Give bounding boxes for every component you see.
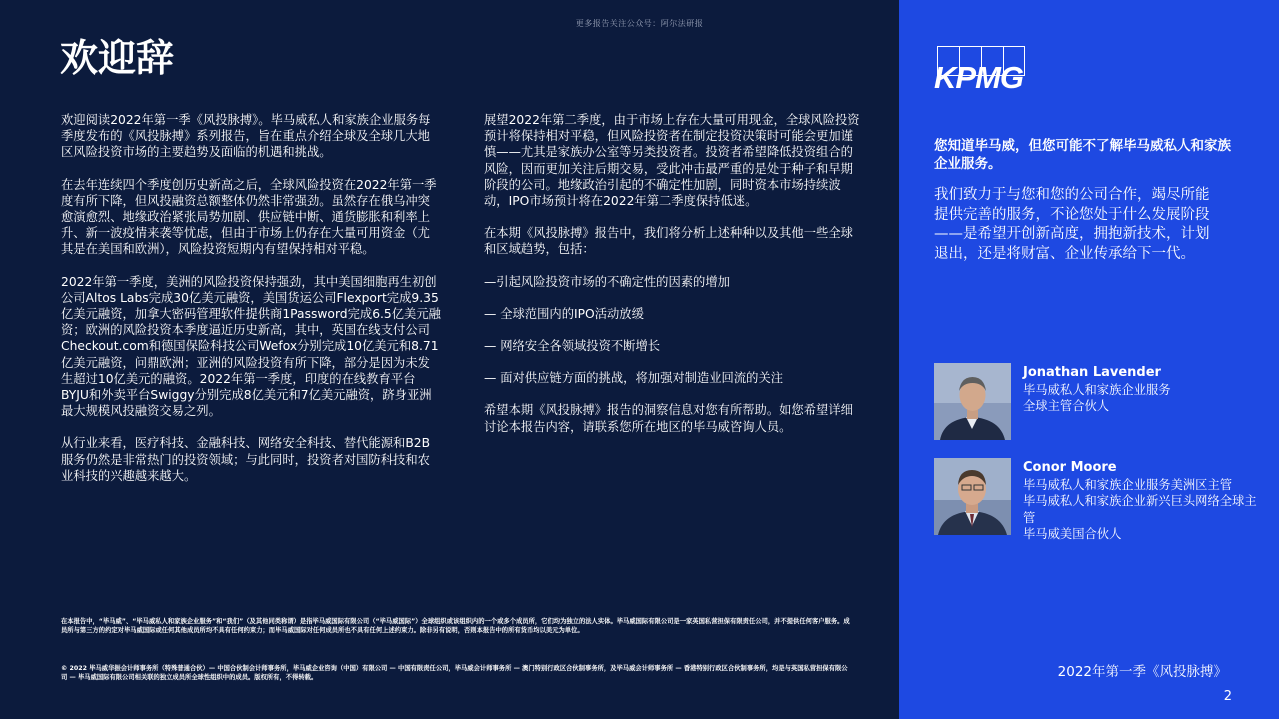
contact-title: 全球主管合伙人 <box>1023 399 1110 413</box>
trend-bullet: — 面对供应链方面的挑战，将加强对制造业回流的关注 <box>484 371 784 386</box>
kpmg-logo-text: KPMG <box>934 60 1023 95</box>
outlook-paragraph: 展望2022年第二季度，由于市场上存在大量可用现金，全球风险投资预计将保持相对平稳，但风险投资者在制定投资决策时可能会更加谨慎——尤其是家族办公室等另类投资者。投资者希望降低投资组合的风险，因而更加关注后期交易，受此冲击最严重的是处于种子和早期阶段的公司。地缘政治引起的不确定性加剧，同时资本市场持续波动，IPO市场预计将在2022年第二季度保持低迷。 <box>484 113 860 209</box>
contact-title: 毕马威美国合伙人 <box>1023 527 1122 541</box>
contact-info <box>1023 365 1263 415</box>
trend-bullet: — 网络安全各领域投资不断增长 <box>484 339 661 354</box>
regional-deals-paragraph: 2022年第一季度，美洲的风险投资保持强劲，其中美国细胞再生初创公司Altos Labs完成30亿美元融资，美国货运公司Flexport完成9.35亿美元融资，加拿大密码管理软件提供商1Password完成6.5亿美元融资；欧洲的风险投资本季度逼近历史新高，其中，英国在线支付公司Checkout.com和德国保险科技公司Wefox分别完成10亿美元和8.71亿美元融资，问鼎欧洲；亚洲的风险投资有所下降，部分是因为未发生超过10亿美元的融资。2022年第一季度，印度的在线教育平台BYJU和外卖平台Swiggy分别完成8亿美元和7亿美元融资，跻身亚洲最大规模风投融资交易之列。 <box>61 274 441 419</box>
avatar <box>934 363 1011 440</box>
contact-name: Conor Moore <box>1023 460 1117 475</box>
sidebar-heading: 您知道毕马威，但您可能不了解毕马威私人和家族企业服务。 <box>934 138 1231 172</box>
contact-title: 毕马威私人和家族企业服务美洲区主管 <box>1023 477 1233 492</box>
kpmg-logo <box>934 46 1044 94</box>
contact-title: 毕马威私人和家族企业服务 <box>1023 382 1171 397</box>
sidebar-body: 我们致力于与您和您的公司合作，竭尽所能提供完善的服务，不论您处于什么发展阶段——是希望开创新高度，拥抱新技术，计划退出，还是将财富、企业传承给下一代。 <box>934 187 1210 262</box>
sidebar <box>899 0 1279 719</box>
contact-info <box>1023 460 1263 543</box>
top-note: 更多报告关注公众号：阿尔法研报 <box>575 19 704 28</box>
page-title: 欢迎辞 <box>60 36 175 80</box>
trends-intro-paragraph: 在本期《风投脉搏》报告中，我们将分析上述种种以及其他一些全球和区域趋势，包括： <box>484 226 853 257</box>
contact-name: Jonathan Lavender <box>1023 365 1161 380</box>
contact-title: 毕马威私人和家族企业新兴巨头网络全球主管 <box>1023 494 1257 525</box>
intro-paragraph: 欢迎阅读2022年第一季《风投脉搏》。毕马威私人和家族企业服务每季度发布的《风投脉搏》系列报告，旨在重点介绍全球及全球几大地区风险投资市场的主要趋势及面临的机遇和挑战。 <box>61 113 431 160</box>
report-footer-title: 2022年第一季《风投脉搏》 <box>1057 664 1227 680</box>
copyright-footnote: © 2022 毕马威华振会计师事务所（特殊普通合伙）— 中国合伙制会计师事务所，毕马威企业咨询（中国）有限公司 — 中国有限责任公司，毕马威会计师事务所 — 澳门特别行政区合伙制事务所，及毕马威会计师事务所 — 香港特别行政区合伙制事务所，均是与英国私营担保有限公司 — 毕马威国际有限公司相关联的独立成员所全球性组织中的成员。版权所有，不得转载。 <box>61 665 848 681</box>
avatar <box>934 458 1011 535</box>
page-number: 2 <box>1223 689 1232 704</box>
left-column <box>61 112 441 500</box>
definition-footnote: 在本报告中，“毕马威”、“毕马威私人和家族企业服务”和“我们”（及其他同类称谓）是指毕马威国际有限公司（“毕马威国际”）全球组织或该组织内的一个或多个成员所，它们均为独立的法人实体。毕马威国际有限公司是一家英国私营担保有限责任公司，并不提供任何客户服务。成员所与第三方的约定对毕马威国际或任何其他成员所均不具有任何约束力；而毕马威国际对任何成员所也不具有任何上述约束力。除非另有说明，否则本报告中的所有货币均以美元为单位。 <box>61 618 850 634</box>
sector-paragraph: 从行业来看，医疗科技、金融科技、网络安全科技、替代能源和B2B服务仍然是非常热门的投资领域；与此同时，投资者对国防科技和农业科技的兴趣越来越大。 <box>61 436 431 483</box>
global-decline-paragraph: 在去年连续四个季度创历史新高之后，全球风险投资在2022年第一季度有所下降，但风投融资总额整体仍然非常强劲。虽然存在俄乌冲突愈演愈烈、地缘政治紧张局势加剧、供应链中断、通货膨胀和利率上升、新一波疫情来袭等忧虑，但由于市场上仍存在大量可用资金（尤其是在美国和欧洲），风险投资短期内有望保持相对平稳。 <box>61 177 437 257</box>
right-column <box>484 112 862 451</box>
trend-bullet: —引起风险投资市场的不确定性的因素的增加 <box>484 274 730 289</box>
trend-bullet: — 全球范围内的IPO活动放缓 <box>484 306 644 321</box>
closing-paragraph: 希望本期《风投脉搏》报告的洞察信息对您有所帮助。如您希望详细讨论本报告内容，请联系您所在地区的毕马威咨询人员。 <box>484 403 853 434</box>
